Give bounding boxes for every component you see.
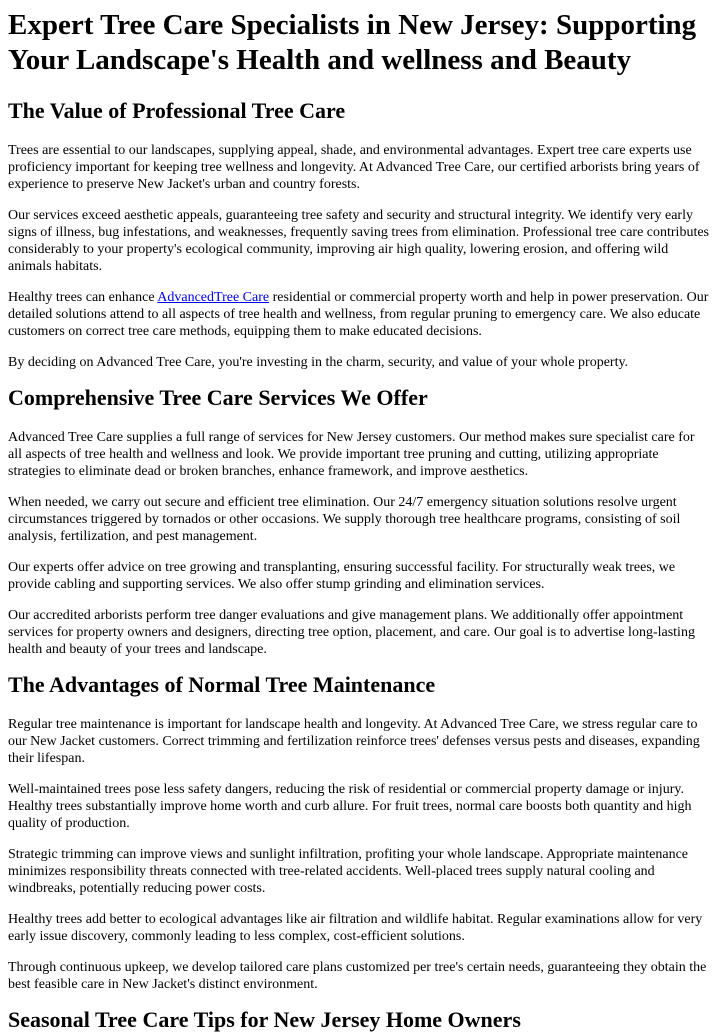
- section-heading: Comprehensive Tree Care Services We Offer: [8, 385, 428, 410]
- paragraph: By deciding on Advanced Tree Care, you're investing in the charm, security, and value of your whole property.: [8, 355, 629, 370]
- paragraph: Strategic trimming can improve views and sunlight infiltration, profiting your whole landscape. Appropriate maintenance minimizes responsibility threats connected with tree-related accidents. Well-placed trees supply natural cooling and windbreaks, potentially reducing power costs.: [8, 847, 688, 896]
- section-value-of-tree-care: [8, 98, 712, 371]
- paragraph: Advanced Tree Care supplies a full range of services for New Jersey customers. Our method makes sure specialist care for all aspects of tree health and wellness and look. We provide important tree pruning and cutting, utilizing appropriate strategies to eliminate dead or broken branches, enhance framework, and improve aesthetics.: [8, 430, 695, 479]
- advanced-tree-care-link[interactable]: AdvancedTree Care: [157, 290, 270, 305]
- paragraph-text-before-link: Healthy trees can enhance: [8, 290, 158, 305]
- section-heading: Seasonal Tree Care Tips for New Jersey Home Owners: [8, 1007, 521, 1032]
- paragraph-with-link: [8, 289, 712, 340]
- paragraph: Trees are essential to our landscapes, supplying appeal, shade, and environmental advantages. Expert tree care experts use proficiency important for keeping tree wellness and longevity. At Advanced Tree Care, our certified arborists bring years of experience to preserve New Jacket's urban and country forests.: [8, 143, 700, 192]
- paragraph-text-after-link: residential or commercial property worth and help in power preservation. Our detailed solutions attend to all aspects of tree health and wellness, from regular pruning to emergency care. We also educate customers on correct tree care methods, equipping them to make educated decisions.: [8, 290, 709, 339]
- paragraph: Our services exceed aesthetic appeals, guaranteeing tree safety and security and structural integrity. We identify very early signs of illness, bug infestations, and weaknesses, frequently saving trees from elimination. Professional tree care contributes considerably to your property's ecological community, improving air high quality, lowering erosion, and offering wild animals habitats.: [8, 208, 709, 274]
- section-heading: The Advantages of Normal Tree Maintenance: [8, 672, 436, 697]
- section-services: [8, 385, 712, 658]
- paragraph: When needed, we carry out secure and efficient tree elimination. Our 24/7 emergency situation solutions resolve urgent circumstances triggered by tornados or other occasions. We supply thorough tree healthcare programs, consisting of soil analysis, fertilization, and pest management.: [8, 495, 681, 544]
- section-seasonal-tips: [8, 1007, 712, 1033]
- section-heading: The Value of Professional Tree Care: [8, 98, 346, 123]
- section-maintenance-advantages: [8, 672, 712, 993]
- paragraph: Through continuous upkeep, we develop tailored care plans customized per tree's certain needs, guaranteeing they obtain the best feasible care in New Jacket's distinct environment.: [8, 960, 707, 992]
- paragraph: Our accredited arborists perform tree danger evaluations and give management plans. We additionally offer appointment services for property owners and designers, directing tree option, placement, and care. Our goal is to advertise long-lasting health and beauty of your trees and landscape.: [8, 608, 695, 657]
- paragraph: Well-maintained trees pose less safety dangers, reducing the risk of residential or commercial property damage or injury. Healthy trees substantially improve home worth and curb allure. For fruit trees, normal care boosts both quantity and high quality of production.: [8, 782, 692, 831]
- page-title: Expert Tree Care Specialists in New Jersey: Supporting Your Landscape's Health and wellness and Beauty: [8, 9, 697, 76]
- paragraph: Healthy trees add better to ecological advantages like air filtration and wildlife habitat. Regular examinations allow for very early issue discovery, commonly leading to less complex, cost-efficient solutions.: [8, 912, 703, 944]
- paragraph: Our experts offer advice on tree growing and transplanting, ensuring successful facility. For structurally weak trees, we provide cabling and supporting services. We also offer stump grinding and elimination services.: [8, 560, 676, 592]
- paragraph: Regular tree maintenance is important for landscape health and longevity. At Advanced Tree Care, we stress regular care to our New Jacket customers. Correct trimming and fertilization reinforce trees' defenses versus pests and diseases, expanding their lifespan.: [8, 717, 700, 766]
